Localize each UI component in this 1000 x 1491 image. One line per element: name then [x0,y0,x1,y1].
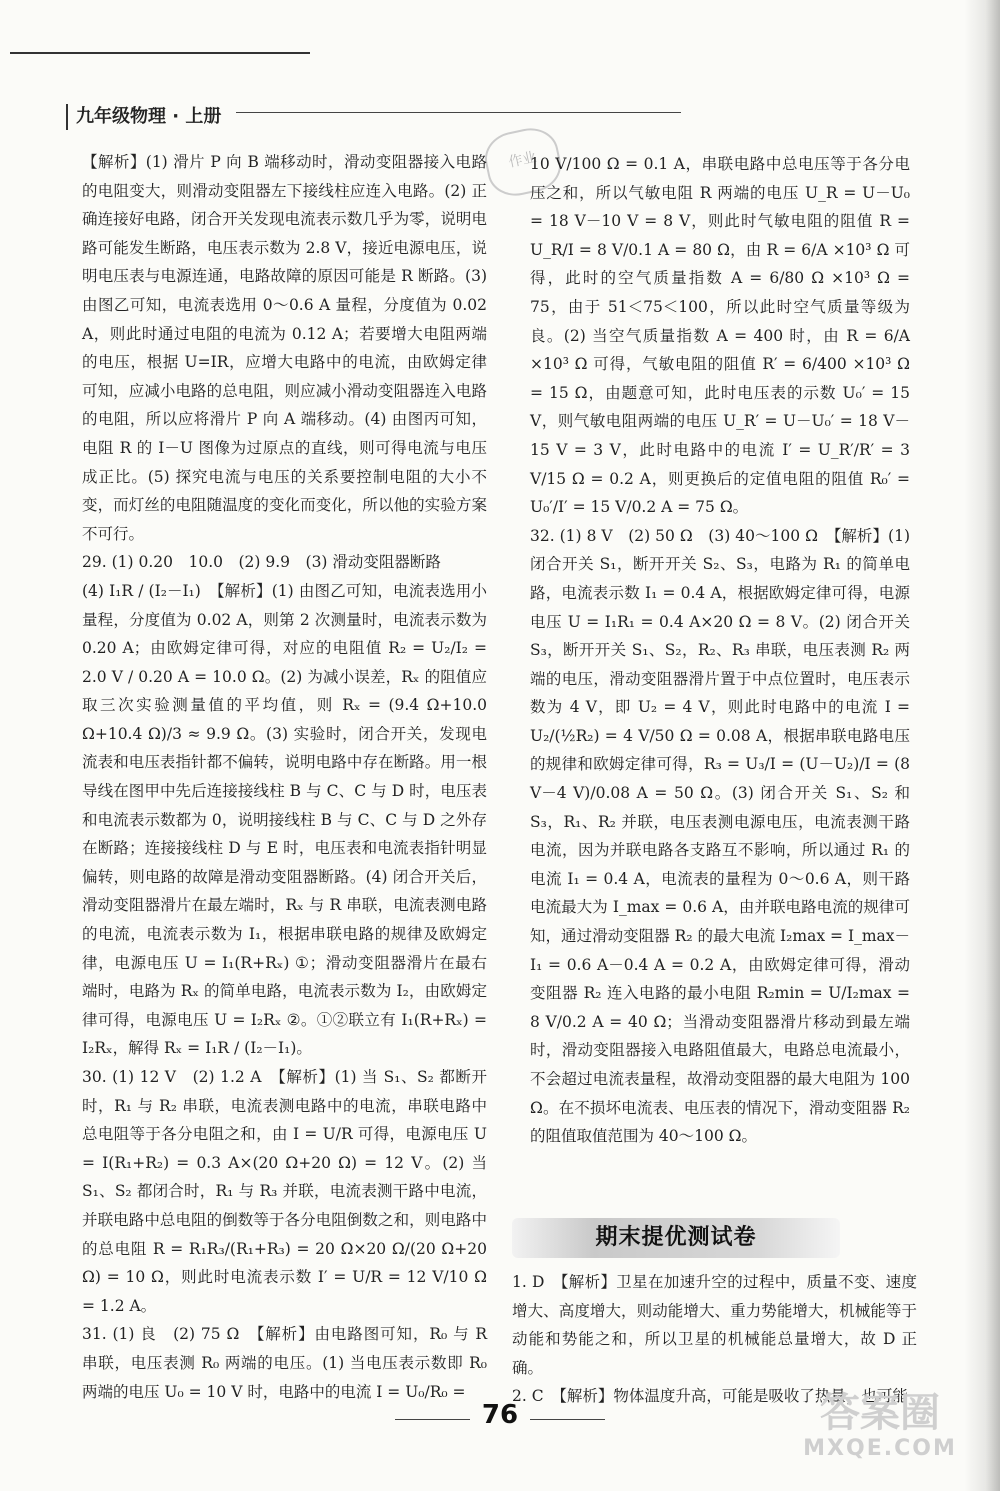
page-header [66,100,626,130]
homework-stamp: 作业 [480,123,566,201]
final-answer-1: 1. D 【解析】卫星在加速升空的过程中，质量不变、速度增大、高度增大，则动能增大、重力势能增大，机械能等于动能和势能之和，所以卫星的机械能总量增大，故 D 正确。 [512,1273,917,1377]
answer-30: 30. (1) 12 V (2) 1.2 A 【解析】(1) 当 S₁、S₂ 都断开时，R₁ 与 R₂ 串联，电流表测电路中的电流，串联电路中总电阻等于各分电阻之和，由 I = U/R 可得，电源电压 U = I(R₁+R₂) = 0.3 A×(20 Ω+20 Ω) = 12 V。(2) 当 S₁、S₂ 都闭合时，R₁ 与 R₃ 并联，电流表测干路中电流，并联电路中总电阻的倒数等于各分电阻倒数之和，则电路中的总电阻 R = R₁R₃/(R₁+R₃) = 20 Ω×20 Ω/(20 Ω+20 Ω) = 10 Ω，则此时电流表示数 I′ = U/R = 12 V/10 Ω = 1.2 A。 [82,1068,487,1315]
left-column [82,148,487,1406]
header-title: 九年级物理 · 上册 [76,106,222,127]
page-number: 76 [481,1400,519,1430]
answer-32: 32. (1) 8 V (2) 50 Ω (3) 40～100 Ω 【解析】(1) 闭合开关 S₁，断开开关 S₂、S₃，电路为 R₁ 的简单电路，电流表示数 I₁ = 0.4 A，根据欧姆定律可得，电源电压 U = I₁R₁ = 0.4 A×20 Ω = 8 V。(2) 闭合开关 S₃，断开开关 S₁、S₂，R₂、R₃ 串联，电压表测 R₂ 两端的电压，滑动变阻器滑片置于中点位置时，电压表示数为 4 V，即 U₂ = 4 V，则此时电路中的电流 I = U₂/(½R₂) = 4 V/50 Ω = 0.08 A，根据串联电路电压的规律和欧姆定律可得，R₃ = U₃/I = (U－U₂)/I = (8 V－4 V)/0.08 A = 50 Ω。(3) 闭合开关 S₁、S₂ 和 S₃，R₁、R₂ 并联，电压表测电源电压，电流表测干路电流，因为并联电路各支路互不影响，所以通过 R₁ 的电流 I₁ = 0.4 A，电流表的量程为 0～0.6 A，则干路电流最大为 I_max = 0.6 A，由并联电路电流的规律可知，通过滑动变阻器 R₂ 的最大电流 I₂max = I_max－I₁ = 0.6 A－0.4 A = 0.2 A，由欧姆定律可得，滑动变阻器 R₂ 连入电路的最小电阻 R₂min = U/I₂max = 8 V/0.2 A = 40 Ω；当滑动变阻器滑片移动到最左端时，滑动变阻器接入电路阻值最大，电路总电流最小，不会超过电流表量程，故滑动变阻器的最大电阻为 100 Ω。在不损坏电流表、电压表的情况下，滑动变阻器 R₂ 的阻值取值范围为 40～100 Ω。 [530,526,910,1146]
page-edge-shadow [964,0,1000,1491]
final-answer-2: 2. C 【解析】物体温度升高，可能是吸收了热量，也可能 [512,1387,908,1406]
header-rule [236,112,681,113]
top-rule [10,52,310,54]
right-column [530,150,910,1151]
answer-29-body: (4) I₁R / (I₂－I₁) 【解析】(1) 由图乙可知，电流表选用小量程，分度值为 0.02 A，则第 2 次测量时，电流表示数为 0.20 A；由欧姆定律可得，对应的电阻值 R₂ = U₂/I₂ = 2.0 V / 0.20 A = 10.0 Ω。(2) 为减小误差，Rₓ 的阻值应取三次实验测量值的平均值，则 Rₓ = (9.4 Ω+10.0 Ω+10.4 Ω)/3 ≈ 9.9 Ω。(3) 实验时，闭合开关，发现电流表和电压表指针都不偏转，说明电路中存在断路。用一根导线在图甲中先后连接接线柱 B 与 C、C 与 D 时，电压表和电流表示数都为 0，说明接线柱 B 与 C、C 与 D 之外存在断路；连接接线柱 D 与 E 时，电压表和电流表指针明显偏转，则电路的故障是滑动变阻器断路。(4) 闭合开关后，滑动变阻器滑片在最左端时，Rₓ 与 R 串联，电流表测电路的电流，电流表示数为 I₁，根据串联电路的规律及欧姆定律，电源电压 U = I₁(R+Rₓ) ①；滑动变阻器滑片在最右端时，电路为 Rₓ 的简单电路，电流表示数为 I₂，由欧姆定律可得，电源电压 U = I₂Rₓ ②。①②联立有 I₁(R+Rₓ) = I₂Rₓ，解得 Rₓ = I₁R / (I₂－I₁)。 [82,581,487,1058]
watermark [790,1381,970,1461]
paragraph-analysis-28: 【解析】(1) 滑片 P 向 B 端移动时，滑动变阻器接入电路的电阻变大，则滑动变阻器左下接线柱应连入电路。(2) 正确连接好电路，闭合开关发现电流表示数几乎为零，说明电路可能发生断路，电压表示数为 2.8 V，接近电源电压，说明电压表与电源连通，电路故障的原因可能是 R 断路。(3) 由图乙可知，电流表选用 0～0.6 A 量程，分度值为 0.02 A，则此时通过电阻的电流为 0.12 A；若要增大电阻两端的电压，根据 U=IR，应增大电路中的电流，由欧姆定律可知，应减小电路的总电阻，则应减小滑动变阻器连入电路的电阻，所以应将滑片 P 向 A 端移动。(4) 由图丙可知，电阻 R 的 I－U 图像为过原点的直线，则可得电流与电压成正比。(5) 探究电流与电压的关系要控制电阻的大小不变，而灯丝的电阻随温度的变化而变化，所以他的实验方案不可行。 [82,153,487,543]
answer-29-head: 29. (1) 0.20 10.0 (2) 9.9 (3) 滑动变阻器断路 [82,553,441,572]
answer-31-start: 31. (1) 良 (2) 75 Ω 【解析】由电路图可知，R₀ 与 R 串联，电压表测 R₀ 两端的电压。(1) 当电压表示数即 R₀ 两端的电压 U₀ = 10 V 时，电路中的电流 I = U₀/R₀ = [82,1325,487,1401]
answer-31-continued: 10 V/100 Ω = 0.1 A，串联电路中总电压等于各分电压之和，所以气敏电阻 R 两端的电压 U_R = U－U₀ = 18 V－10 V = 8 V，则此时气敏电阻的阻值 R = U_R/I = 8 V/0.1 A = 80 Ω，由 R = 6/A ×10³ Ω 可得，此时的空气质量指数 A = 6/80 Ω ×10³ Ω = 75，由于 51＜75＜100，所以此时空气质量等级为良。(2) 当空气质量指数 A = 400 时，由 R = 6/A ×10³ Ω 可得，气敏电阻的阻值 R′ = 6/400 ×10³ Ω = 15 Ω，由题意可知，此时电压表的示数 U₀′ = 15 V，则气敏电阻两端的电压 U_R′ = U－U₀′ = 18 V－15 V = 3 V，此时电路中的电流 I′ = U_R′/R′ = 3 V/15 Ω = 0.2 A，则更换后的定值电阻的阻值 R₀′ = U₀′/I′ = 15 V/0.2 A = 75 Ω。 [530,155,910,517]
section-title: 期末提优测试卷 [595,1225,757,1250]
page-footer [395,1400,605,1440]
footer-rule-left [395,1419,470,1420]
footer-rule-right [530,1419,605,1420]
watermark-logo-text: 答案圈 [820,1390,940,1436]
watermark-url: MXQE.COM [803,1436,957,1461]
header-bracket [66,104,72,130]
section-banner [512,1218,840,1258]
